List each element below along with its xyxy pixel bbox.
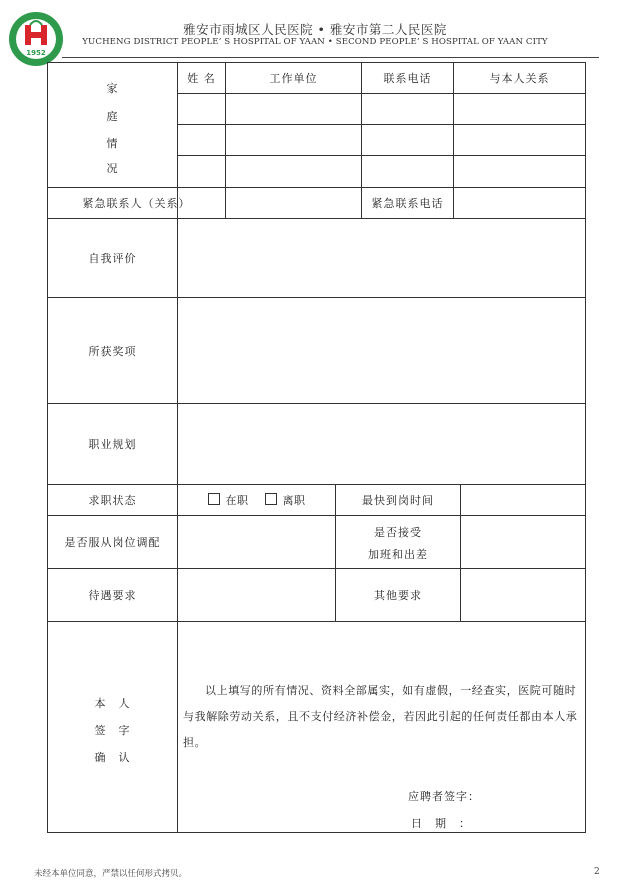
confirm-label-line3: 确 认 — [94, 751, 131, 764]
salary-field[interactable] — [178, 569, 335, 621]
family-phone-2[interactable] — [362, 125, 453, 155]
col-workplace: 工作单位 — [269, 72, 318, 85]
accept-transfer-label: 是否服从岗位调配 — [64, 536, 161, 549]
page-number: 2 — [594, 867, 600, 877]
family-label-1: 家 — [106, 82, 118, 95]
family-workplace-2[interactable] — [226, 125, 361, 155]
family-name-3[interactable] — [178, 156, 225, 187]
resigned-option[interactable] — [265, 492, 306, 508]
family-phone-3[interactable] — [362, 156, 453, 187]
awards-label: 所获奖项 — [88, 344, 137, 358]
col-relation: 与本人关系 — [489, 72, 550, 85]
accept-transfer-field[interactable] — [178, 516, 335, 568]
confirm-label-line1: 本 人 — [94, 697, 131, 710]
salary-label: 待遇要求 — [88, 589, 137, 602]
family-workplace-1[interactable] — [226, 94, 361, 124]
overtime-label-line2: 加班和出差 — [368, 548, 428, 561]
hospital-name-en: YUCHENG DISTRICT PEOPLE’ S HOSPITAL OF YAAN • SECOND PEOPLE’ S HOSPITAL OF YAAN CITY — [82, 37, 548, 47]
self-eval-field[interactable] — [178, 219, 585, 297]
confirm-label-line2: 签 字 — [94, 724, 131, 737]
confirm-label — [48, 690, 177, 771]
employed-checkbox[interactable] — [208, 493, 220, 505]
overtime-label-line1: 是否接受 — [374, 526, 422, 539]
copyright-note: 未经本单位同意，严禁以任何形式拷贝。 — [34, 869, 188, 879]
career-label: 职业规划 — [88, 438, 137, 451]
emergency-phone-label: 紧急联系电话 — [371, 197, 444, 210]
family-relation-1[interactable] — [454, 94, 585, 124]
self-eval-label: 自我评价 — [88, 252, 137, 265]
date-label: 日 期 ： — [411, 817, 471, 830]
family-relation-3[interactable] — [454, 156, 585, 187]
family-relation-2[interactable] — [454, 125, 585, 155]
other-field[interactable] — [461, 569, 585, 621]
header-divider — [62, 57, 599, 58]
family-name-1[interactable] — [178, 94, 225, 124]
family-label-4: 况 — [106, 162, 118, 175]
col-name: 姓 名 — [187, 72, 216, 85]
other-label: 其他要求 — [374, 589, 422, 602]
emergency-contact-label: 紧急联系人（关系） — [82, 197, 191, 210]
family-phone-1[interactable] — [362, 94, 453, 124]
resigned-label: 离职 — [282, 494, 306, 507]
emergency-contact-field[interactable] — [226, 188, 361, 218]
signature-label: 应聘者签字： — [408, 790, 480, 803]
job-status-options — [178, 485, 335, 515]
col-phone: 联系电话 — [383, 72, 432, 85]
hospital-logo — [8, 11, 64, 67]
career-field[interactable] — [178, 404, 585, 484]
job-status-label: 求职状态 — [88, 494, 137, 507]
resigned-checkbox[interactable] — [265, 493, 277, 505]
hospital-name-cn: 雅安市雨城区人民医院 • 雅安市第二人民医院 — [183, 22, 447, 37]
employed-option[interactable] — [208, 492, 249, 508]
family-label-2: 庭 — [106, 110, 118, 123]
family-workplace-3[interactable] — [226, 156, 361, 187]
overtime-field[interactable] — [461, 516, 585, 568]
emergency-phone-field[interactable] — [454, 188, 585, 218]
employed-label: 在职 — [225, 494, 249, 507]
family-name-2[interactable] — [178, 125, 225, 155]
earliest-date-field[interactable] — [461, 485, 585, 515]
confirm-statement: 以上填写的所有情况、资料全部属实，如有虚假，一经查实，医院可随时与我解除劳动关系，且不支付经济补偿金，若因此引起的任何责任都由本人承担。 — [183, 684, 578, 749]
family-label-3: 情 — [106, 137, 118, 150]
logo-year: 1952 — [26, 49, 46, 57]
earliest-date-label: 最快到岗时间 — [362, 494, 434, 507]
awards-field[interactable] — [178, 298, 585, 403]
overtime-label — [336, 522, 460, 566]
